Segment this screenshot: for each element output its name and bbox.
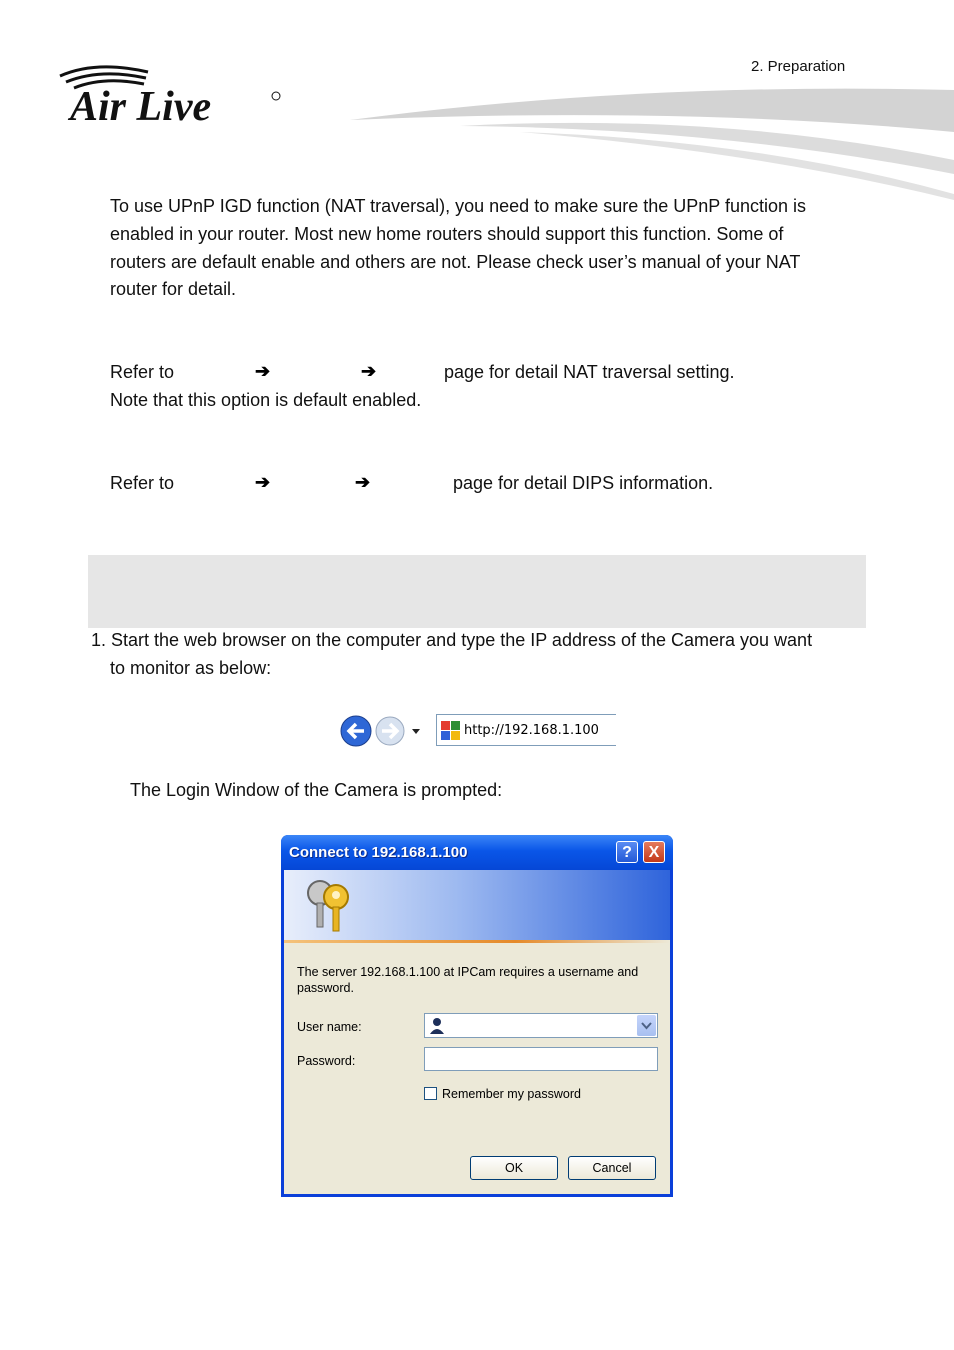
close-button[interactable]: X — [643, 841, 665, 863]
arrow-right-icon: ➔ — [255, 472, 271, 492]
upnp-line: routers are default enable and others are not. Please check user’s manual of your NAT — [110, 251, 801, 272]
dialog-body — [284, 870, 670, 1194]
username-label: User name: — [297, 1020, 362, 1034]
upnp-line: enabled in your router. Most new home routers should support this function. Some of — [110, 223, 784, 244]
ok-button[interactable]: OK — [470, 1156, 558, 1180]
chevron-down-icon[interactable] — [637, 1015, 656, 1036]
username-combobox[interactable] — [424, 1013, 658, 1038]
dialog-message-line: The server 192.168.1.100 at IPCam requires a username and — [297, 965, 639, 979]
user-icon — [429, 1017, 445, 1035]
step1-line1: 1. Start the web browser on the computer and type the IP address of the Camera you want — [91, 630, 813, 650]
url-text: http://192.168.1.100 — [464, 723, 599, 738]
dialog-banner — [284, 870, 670, 940]
svg-text:Air Live: Air Live — [70, 84, 212, 126]
header-swoosh — [340, 82, 954, 200]
help-button[interactable]: ? — [616, 841, 638, 863]
section-heading-band — [88, 555, 866, 628]
step1-line2: to monitor as below: — [110, 658, 272, 678]
dialog-message-line: password. — [297, 981, 354, 995]
url-field[interactable] — [436, 714, 616, 746]
browser-address-bar — [338, 712, 616, 748]
dips-refer-tail: page for detail DIPS information. — [453, 473, 714, 493]
dialog-titlebar — [281, 835, 673, 870]
arrow-right-icon: ➔ — [255, 361, 271, 381]
password-label: Password: — [297, 1054, 356, 1068]
nat-refer-tail: page for detail NAT traversal setting. — [444, 362, 735, 382]
dips-refer-text: Refer to — [110, 473, 175, 493]
site-favicon-icon — [441, 721, 461, 741]
nat-refer-text: Refer to — [110, 362, 175, 382]
keys-icon — [302, 875, 362, 935]
remember-checkbox[interactable] — [424, 1087, 437, 1100]
remember-label: Remember my password — [442, 1087, 581, 1101]
arrow-right-icon: ➔ — [361, 361, 377, 381]
login-dialog — [281, 835, 673, 1197]
section-header: 2. Preparation — [751, 58, 846, 75]
back-forward-icon — [338, 712, 438, 748]
nat-note: Note that this option is default enabled. — [110, 390, 422, 410]
upnp-line: To use UPnP IGD function (NAT traversal), you need to make sure the UPnP function is — [110, 196, 807, 216]
dialog-title: Connect to 192.168.1.100 — [289, 844, 468, 861]
upnp-paragraph — [110, 193, 870, 304]
cancel-button[interactable]: Cancel — [568, 1156, 656, 1180]
banner-divider — [284, 940, 670, 943]
login-prompt-text: The Login Window of the Camera is prompted: — [130, 780, 503, 800]
password-field[interactable] — [424, 1047, 658, 1071]
arrow-right-icon: ➔ — [355, 472, 371, 492]
airlive-logo — [56, 62, 286, 126]
upnp-line: router for detail. — [110, 279, 237, 300]
